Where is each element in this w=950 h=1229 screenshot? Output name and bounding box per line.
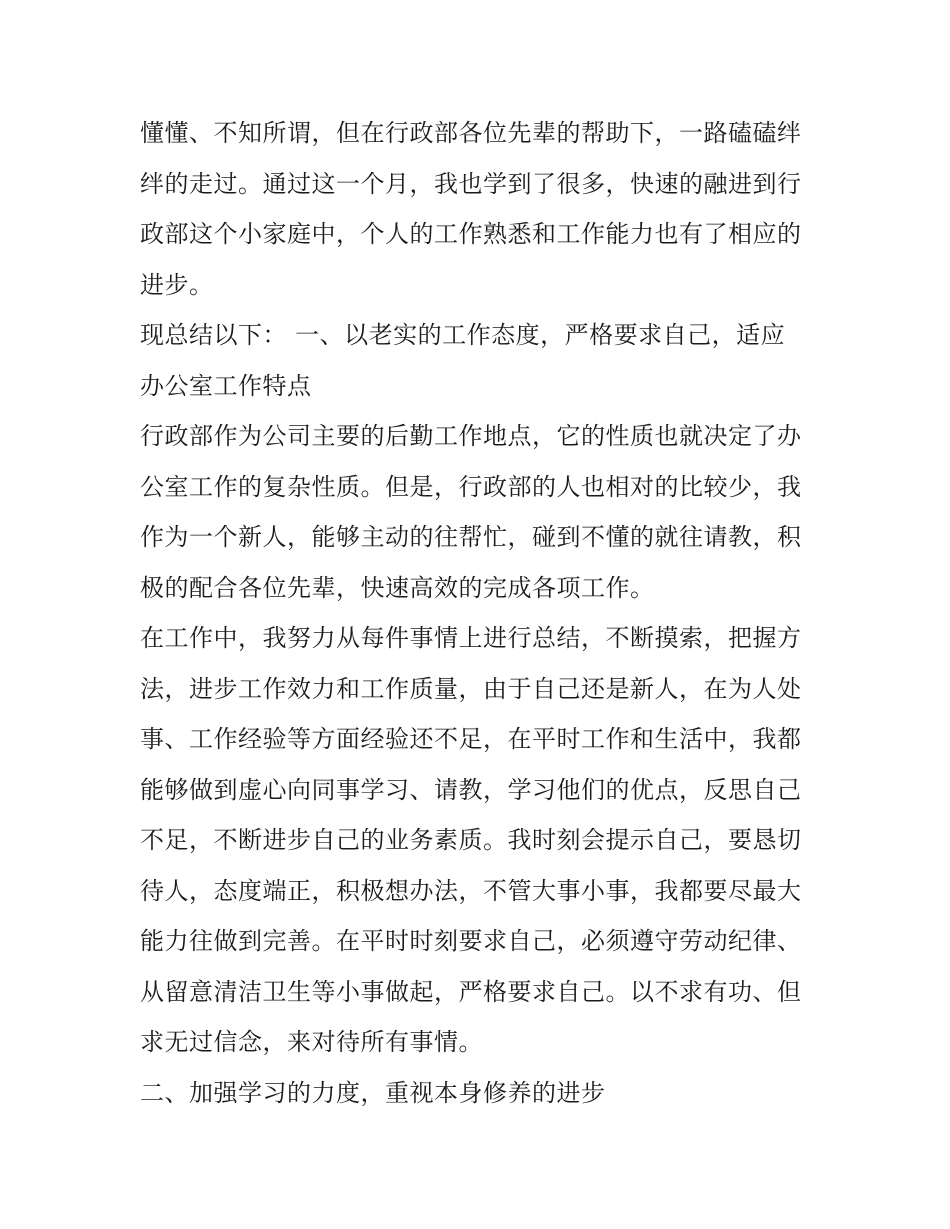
text-line: 办公室工作特点 [140,371,312,400]
paragraph-intro-continuation [140,108,820,310]
paragraph-section-two-heading [140,1068,820,1119]
text-line: 能力往做到完善。在平时时刻要求自己，必须遵守劳动纪律、 [140,927,802,955]
document-body [140,108,820,1118]
text-line: 法，进步工作效力和工作质量，由于自己还是新人，在为人处 [140,674,802,703]
paragraph-section-one-heading [140,310,820,411]
text-line: 在工作中，我努力从每件事情上进行总结，不断摸索，把握方 [140,624,802,652]
text-line: 从留意清洁卫生等小事做起，严格要求自己。以不求有功、但 [140,977,802,1006]
text-line: 不足，不断进步自己的业务素质。我时刻会提示自己，要恳切 [140,826,802,854]
text-line: 政部这个小家庭中，个人的工作熟悉和工作能力也有了相应的 [140,220,802,248]
text-line: 事、工作经验等方面经验还不足，在平时工作和生活中，我都 [140,725,802,753]
text-line: 能够做到虚心向同事学习、请教，学习他们的优点，反思自己 [140,775,802,804]
text-line: 二、加强学习的力度，重视本身修养的进步 [140,1078,606,1107]
text-line: 懂懂、不知所谓，但在行政部各位先辈的帮助下，一路磕磕绊 [140,119,802,147]
text-line: 绊的走过。通过这一个月，我也学到了很多，快速的融进到行 [140,169,802,198]
text-line: 进步。 [140,270,214,299]
text-line: 作为一个新人，能够主动的往帮忙，碰到不懂的就往请教，积 [140,523,802,551]
text-line: 行政部作为公司主要的后勤工作地点，它的性质也就决定了办 [140,422,802,450]
paragraph-office-nature [140,411,820,613]
text-line: 待人，态度端正，积极想办法，不管大事小事，我都要尽最大 [140,876,802,905]
text-line: 公室工作的复杂性质。但是，行政部的人也相对的比较少，我 [140,472,802,501]
text-line: 求无过信念，来对待所有事情。 [140,1028,483,1056]
text-line: 现总结以下： 一、以老实的工作态度，严格要求自己，适应 [140,321,786,349]
paragraph-work-summary [140,613,820,1068]
text-line: 极的配合各位先辈，快速高效的完成各项工作。 [140,573,655,602]
